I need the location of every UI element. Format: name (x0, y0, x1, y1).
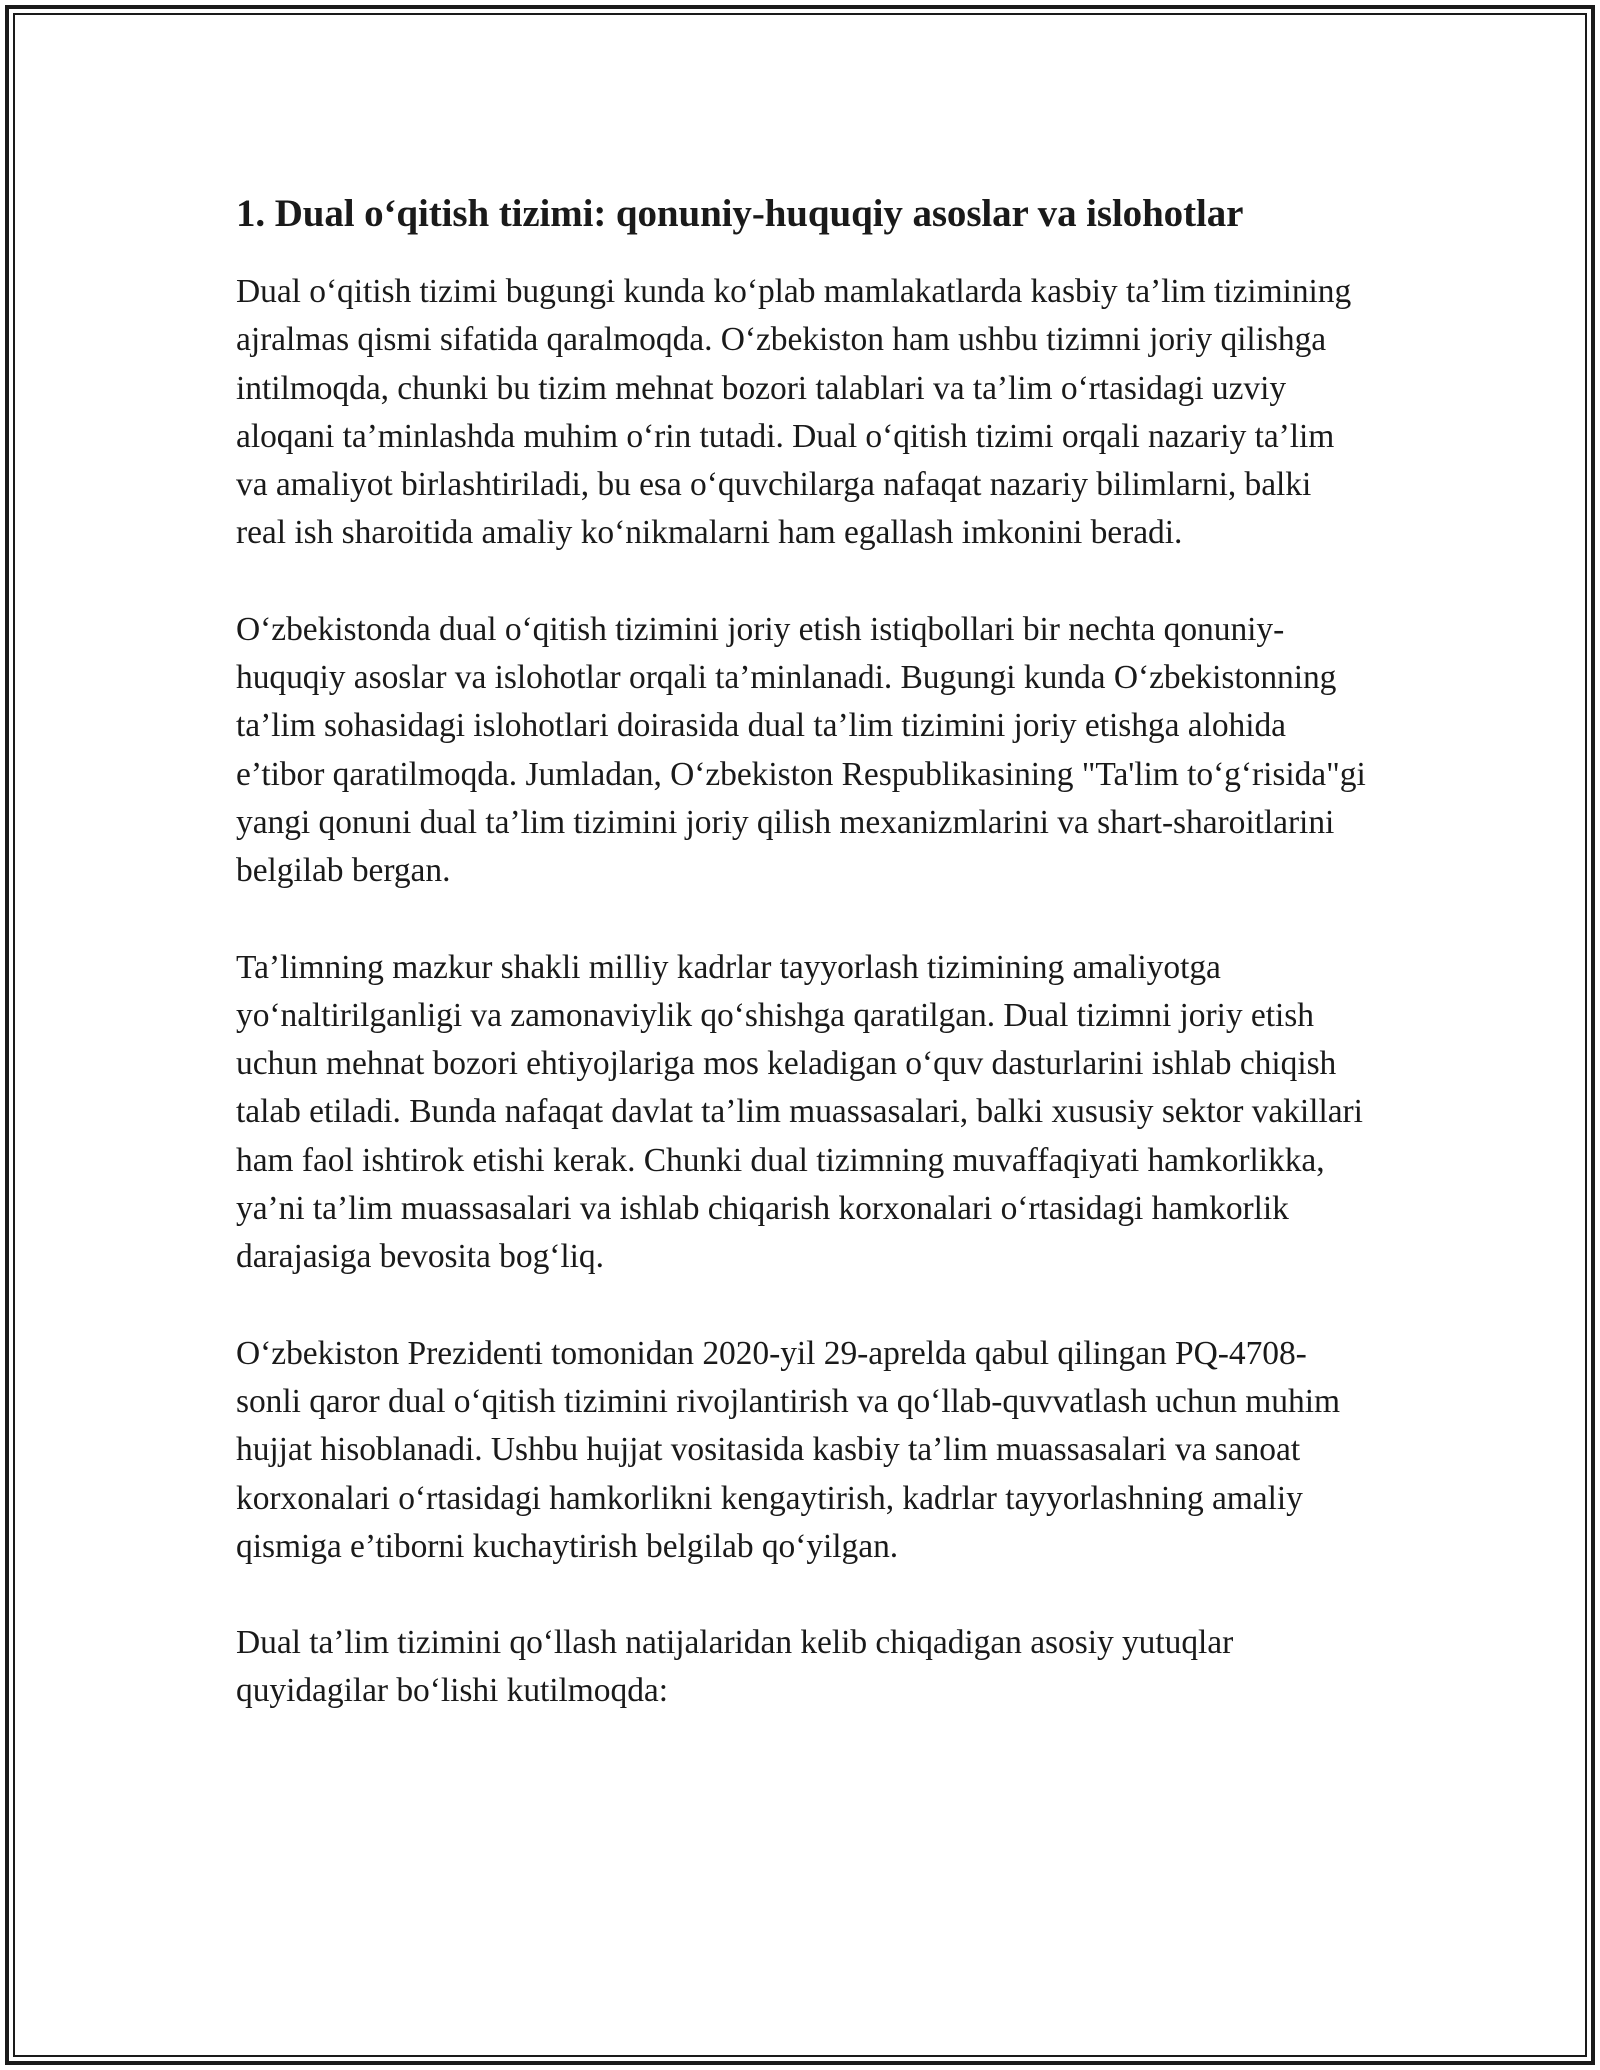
paragraph-5: Dual ta’lim tizimini qo‘llash natijalaridan kelib chiqadigan asosiy yutuqlar quyidagilar bo‘lishi kutilmoqda: (236, 1624, 1234, 1710)
document-body (236, 186, 1366, 1764)
paragraph-1: Dual o‘qitish tizimi bugungi kunda ko‘plab mamlakatlarda kasbiy ta’lim tizimining ajralmas qismi sifatida qaralmoqda. O‘zbekiston ham ushbu tizimni joriy qilishga intilmoqda, chunki bu tizim mehnat bozori talablari va ta’lim o‘rtasidagi uzviy aloqani ta’minlashda muhim o‘rin tutadi. Dual o‘qitish tizimi orqali nazariy ta’lim va amaliyot birlashtiriladi, bu esa o‘quvchilarga nafaqat nazariy bilimlarni, balki real ish sharoitida amaliy ko‘nikmalarni ham egallash imkonini beradi. (236, 273, 1352, 552)
paragraph-2: O‘zbekistonda dual o‘qitish tizimini joriy etish istiqbollari bir nechta qonuniy-huquqiy asoslar va islohotlar orqali ta’minlanadi. Bugungi kunda O‘zbekistonning ta’lim sohasidagi islohotlari doirasida dual ta’lim tizimini joriy etishga alohida e’tibor qaratilmoqda. Jumladan, O‘zbekiston Respublikasining "Ta'lim to‘g‘risida"gi yangi qonuni dual ta’lim tizimini joriy qilish mexanizmlarini va shart-sharoitlarini belgilab bergan. (236, 610, 1366, 890)
section-heading: 1. Dual o‘qitish tizimi: qonuniy-huquqiy asoslar va islohotlar (236, 192, 1244, 235)
paragraph-4: O‘zbekiston Prezidenti tomonidan 2020-yil 29-aprelda qabul qilingan PQ-4708-sonli qaror dual o‘qitish tizimini rivojlantirish va qo‘llab-quvvatlash uchun muhim hujjat hisoblanadi. Ushbu hujjat vositasida kasbiy ta’lim muassasalari va sanoat korxonalari o‘rtasidagi hamkorlikni kengaytirish, kadrlar tayyorlashning amaliy qismiga e’tiborni kuchaytirish belgilab qo‘yilgan. (236, 1334, 1340, 1565)
paragraph-3: Ta’limning mazkur shakli milliy kadrlar tayyorlash tizimining amaliyotga yo‘naltirilganligi va zamonaviylik qo‘shishga qaratilgan. Dual tizimni joriy etish uchun mehnat bozori ehtiyojlariga mos keladigan o‘quv dasturlarini ishlab chiqish talab etiladi. Bunda nafaqat davlat ta’lim muassasalari, balki xususiy sektor vakillari ham faol ishtirok etishi kerak. Chunki dual tizimning muvaffaqiyati hamkorlikka, ya’ni ta’lim muassasalari va ishlab chiqarish korxonalari o‘rtasidagi hamkorlik darajasiga bevosita bog‘liq. (236, 948, 1363, 1276)
